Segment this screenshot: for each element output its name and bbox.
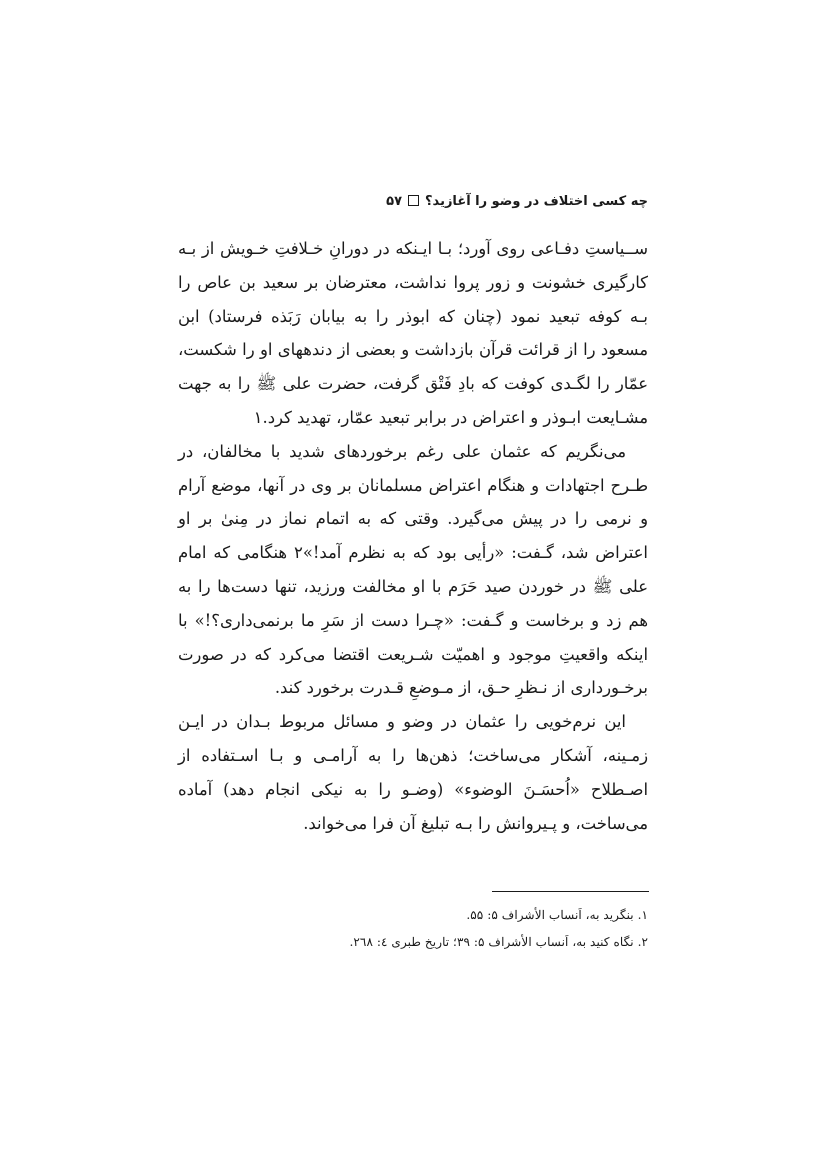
footnote: ۱. بنگرید به، اَنساب الأشراف ۵: ۵۵. (466, 908, 648, 922)
running-header (178, 192, 648, 212)
chapter-title: چه کسی اختلاف در وضو را آغازید؟ (425, 194, 648, 209)
paragraph: می‌نگریم که عثمان علی رغم برخوردهای شدید با مخالفان، در طـرح اجتهادات و هنگام اعتراض مسلمانان بر وی در آنها، موضع آرام و نرمی را در پیش می‌گیرد. وقتی که به اتمام نماز در مِنیٰ بر او اعتراض شد، گـفت: «رأیی بود که به نظرم آمد!»۲ هنگامی که امام علی ﷺ در خوردن صید حَرَم با او مخالفت ورزید، تنها دست‌ها را به هم زد و برخاست و گـفت: «چـرا دست از سَرِ ما برنمی‌داری؟!» با اینکه واقعیتِ موجود و اهمیّت شـریعت اقتضا می‌کرد که در صورت برخـورداری از نـظرِ حـق، از مـوضعِ قـدرت برخورد کند. (178, 441, 648, 698)
footnote-separator (492, 891, 649, 892)
body-text (178, 232, 648, 840)
footnotes (178, 902, 648, 956)
paragraph: این نرم‌خویی را عثمان در وضو و مسائل مربوط بـدان در ایـن زمـینه، آشکار می‌ساخت؛ ذهن‌ها را به آرامـی و بـا اسـتفاده از اصـطلاح «اُحسَـنَ الوضوء» (وضـو را به نیکی انجام دهد) آماده می‌ساخت، و پـیروانش را بـه تبلیغ آن فرا می‌خواند. (178, 712, 648, 833)
square-bullet-icon (408, 195, 419, 206)
page-number: ۵۷ (386, 194, 403, 209)
footnote: ۲. نگاه کنید به، اَنساب الأشراف ۵: ۳۹؛ تاریخ طبری ٤: ٢٦٨. (349, 935, 648, 949)
paragraph: ســیاستِ دفـاعی روی آورد؛ بـا ایـنکه در دورانِ خـلافتِ خـویش از بـه کارگیری خشونت و زور پروا نداشت، معترضان بر سعید بن عاص را بـه کوفه تبعید نمود (چنان که ابوذر را به بیابان رَبَذه فرستاد) ابن مسعود را از قرائت قرآن بازداشت و بعضی از دندههای او را شکست، عمّار را لگـدی کوفت که بادِ فَتْق گرفت، حضرت علی ﷺ را به جهت مشـایعت ابـوذر و اعتراض در برابر تبعید عمّار، تهدید کرد.۱ (178, 239, 648, 427)
